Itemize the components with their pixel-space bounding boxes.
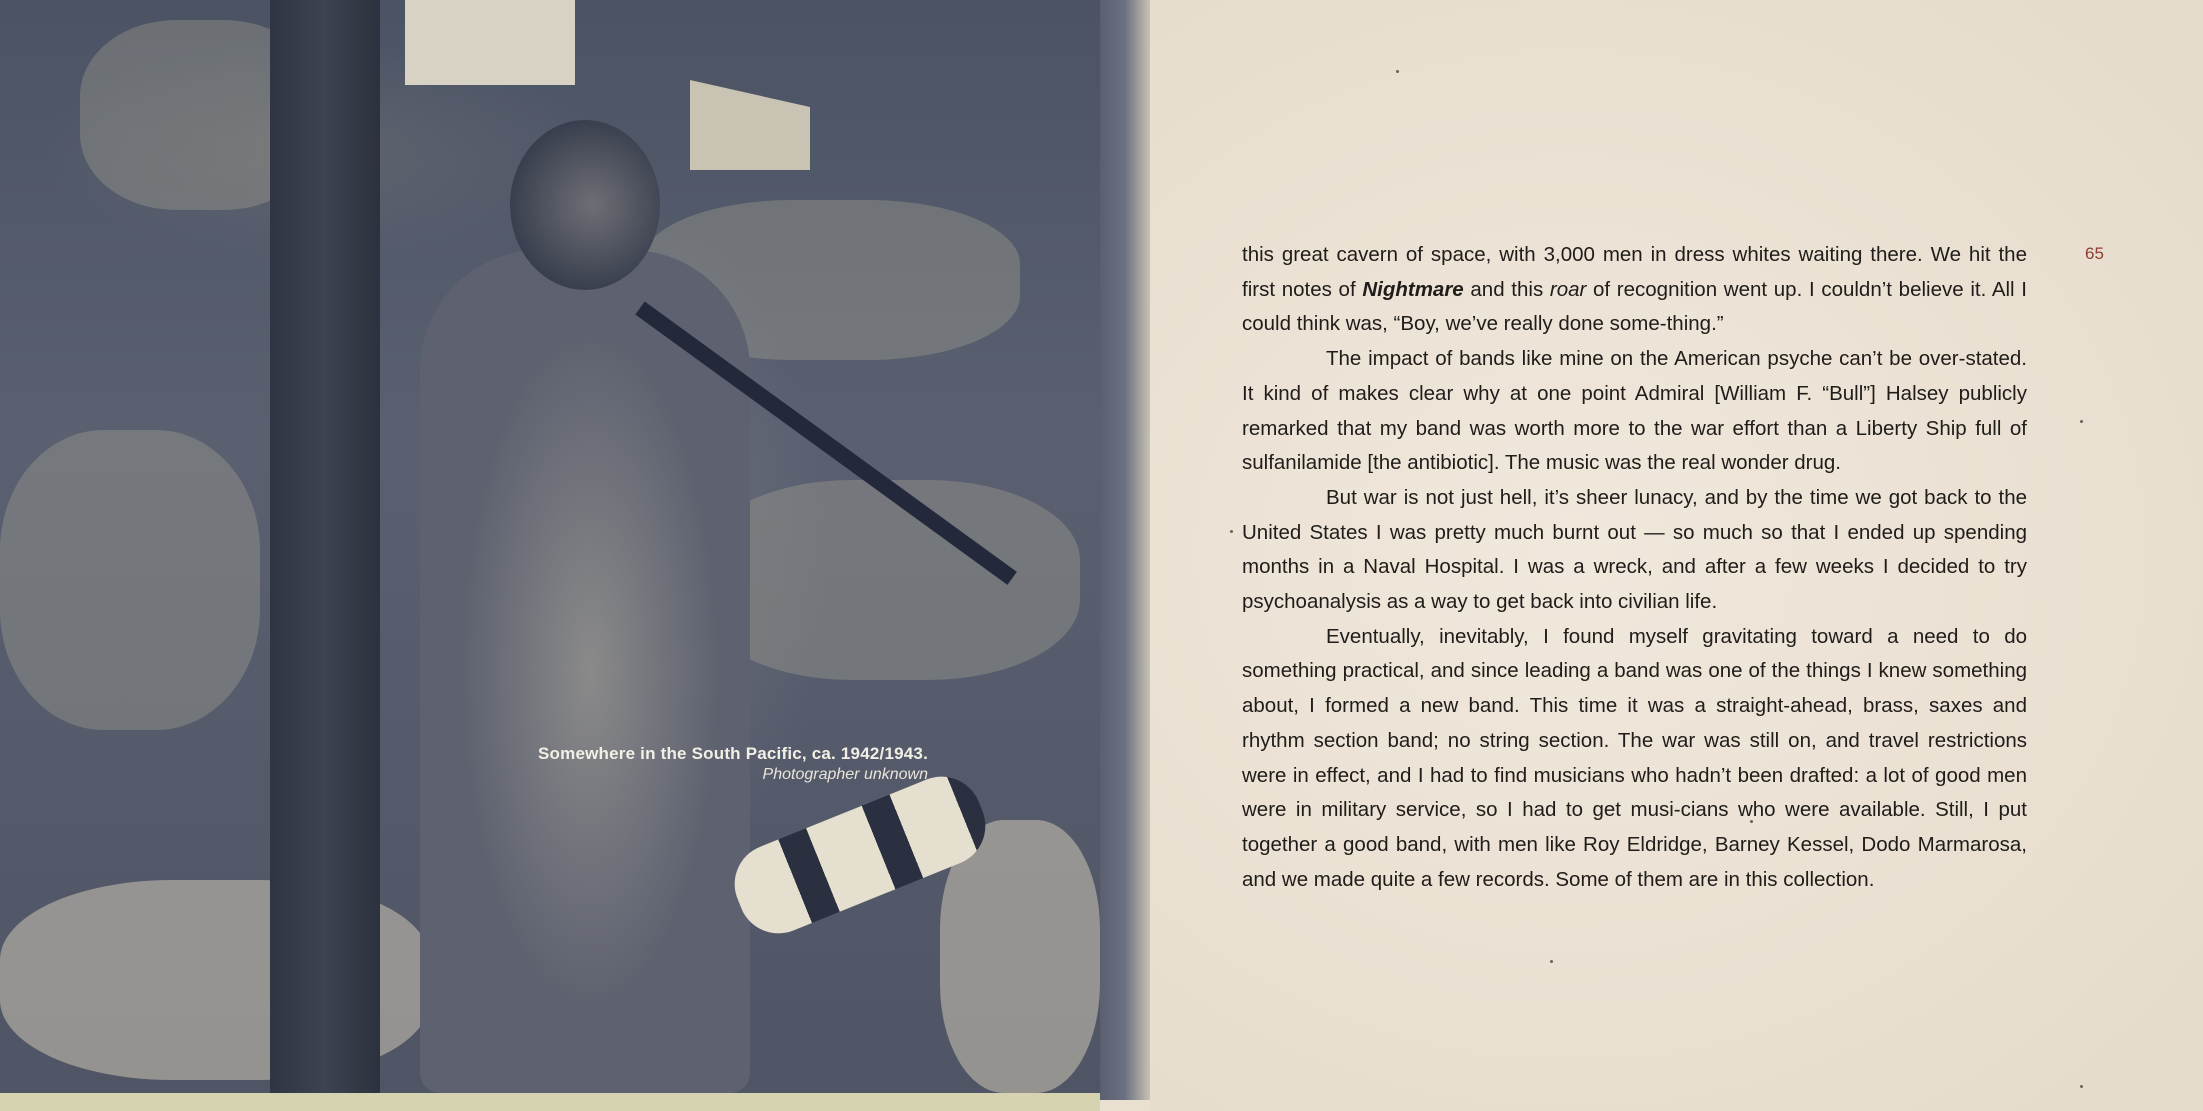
body-text: [1242, 238, 2027, 897]
paper-speck: [1550, 960, 1553, 963]
photo-pole: [270, 0, 380, 1093]
photo-sky-area: [405, 0, 575, 85]
paper-speck: [2080, 1085, 2083, 1088]
photo-sky-area-right: [690, 80, 810, 170]
photo-clarinetist-head: [510, 120, 660, 290]
emphasis: roar: [1549, 277, 1587, 301]
paper-speck: [1396, 70, 1399, 73]
paragraph-2: The impact of bands like mine on the American psyche can’t be over-stated. It kind of makes clear why at one point Admiral [William F. “Bull”] Halsey publicly remarked that my band was worth more to the war effort than a Liberty Ship full of sulfanilamide [the antibiotic]. The music was the real wonder drug.: [1242, 347, 2027, 475]
paragraph-3: But war is not just hell, it’s sheer lunacy, and by the time we got back to the United States I was pretty much burnt out — so much so that I ended up spending months in a Naval Hospital. I was a wreck, and after a few weeks I decided to try psychoanalysis as a way to get back into civilian life.: [1242, 485, 2027, 614]
photo-crowd-officers: [700, 480, 1080, 680]
paragraph-1: this great cavern of space, with 3,000 men in dress whites waiting there. We hit the first notes of Nightmare and this roar of recognition went up. I couldn’t believe it. All I could think was, “Boy, we’ve really done some-thing.”: [1242, 243, 2027, 336]
paragraph-4: Eventually, inevitably, I found myself gravitating toward a need to do something practical, and since leading a band was one of the things I knew something about, I formed a new band. This time it was a straight-ahead, brass, saxes and rhythm section band; no string section. The war was still on, and travel restrictions were in effect, and I had to find musicians who hadn’t been drafted: a lot of good men were in military service, so I had to get musi-cians who were available. Still, I put together a good band, with men like Roy Eldridge, Barney Kessel, Dodo Marmarosa, and we made quite a few records. Some of them are in this collection.: [1242, 624, 2027, 891]
paper-speck: [1230, 530, 1233, 533]
paper-speck: [2080, 420, 2083, 423]
song-title: Nightmare: [1362, 277, 1464, 301]
page-number: 65: [2085, 244, 2104, 263]
photo-band-left: [0, 430, 260, 730]
caption-title: Somewhere in the South Pacific, ca. 1942/1943.: [538, 744, 928, 763]
photo-clarinetist-body: [420, 250, 750, 1093]
photo-bottom-edge: [0, 1093, 1100, 1111]
photograph: [0, 0, 1100, 1093]
book-gutter: [1100, 0, 1150, 1100]
caption-credit: Photographer unknown: [762, 766, 928, 783]
photo-caption: [480, 744, 928, 784]
